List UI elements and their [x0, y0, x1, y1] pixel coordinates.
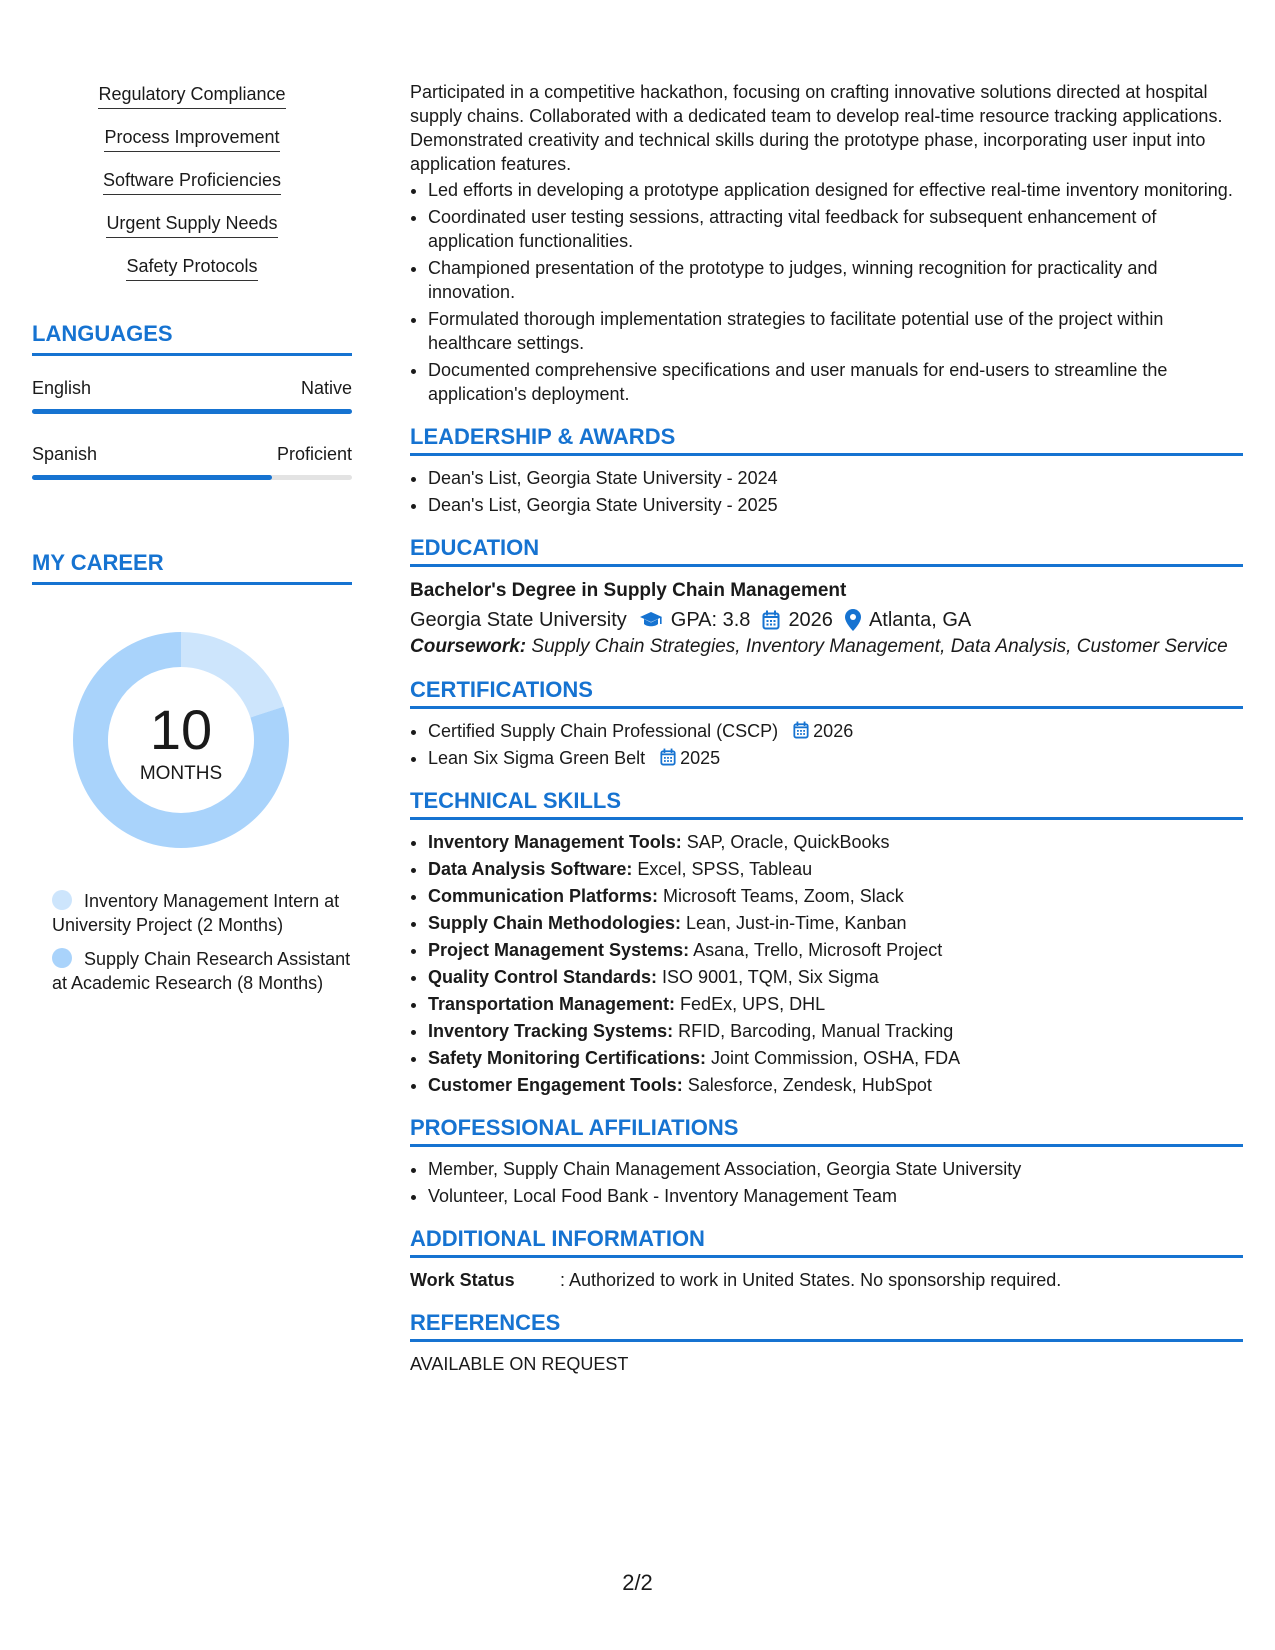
skill-item: Safety Protocols — [32, 256, 352, 281]
technical-skills-list — [410, 830, 1243, 1097]
languages-heading: LANGUAGES — [32, 321, 352, 356]
career-legend-item — [32, 889, 352, 937]
main-content — [410, 80, 1243, 1376]
certifications-heading: CERTIFICATIONS — [410, 677, 1243, 709]
language-item — [32, 378, 352, 414]
list-item: • Member, Supply Chain Management Association, Georgia State University — [428, 1157, 1243, 1181]
project-bullets — [410, 178, 1243, 406]
leadership-list — [410, 466, 1243, 517]
location-pin-icon — [845, 609, 861, 631]
legend-dot — [52, 890, 72, 910]
education-school: Georgia State University — [410, 609, 627, 631]
education-heading: EDUCATION — [410, 535, 1243, 567]
career-donut-chart — [66, 625, 296, 855]
list-item: • Coordinated user testing sessions, attracting vital feedback for subsequent enhancement of application functionalities. — [428, 205, 1243, 253]
list-item: • Volunteer, Local Food Bank - Inventory Management Team — [428, 1184, 1243, 1208]
list-item: • Dean's List, Georgia State University - 2024 — [428, 466, 1243, 490]
work-status-label: Work Status — [410, 1270, 515, 1290]
leadership-heading: LEADERSHIP & AWARDS — [410, 424, 1243, 456]
list-item: • Customer Engagement Tools: Salesforce, Zendesk, HubSpot — [428, 1073, 1243, 1097]
work-status-value: : Authorized to work in United States. No sponsorship required. — [560, 1270, 1062, 1290]
calendar-icon — [762, 610, 780, 630]
education-meta — [410, 605, 1243, 635]
skill-item: Urgent Supply Needs — [32, 213, 352, 238]
career-total-unit: MONTHS — [139, 763, 223, 784]
list-item: • Quality Control Standards: ISO 9001, TQM, Six Sigma — [428, 965, 1243, 989]
education-degree: Bachelor's Degree in Supply Chain Management — [410, 580, 847, 601]
language-bar — [32, 409, 352, 414]
list-item: • Dean's List, Georgia State University - 2025 — [428, 493, 1243, 517]
language-item — [32, 444, 352, 480]
list-item: • Transportation Management: FedEx, UPS, DHL — [428, 992, 1243, 1016]
list-item: • Lean Six Sigma Green Belt 2025 — [428, 746, 1243, 770]
language-bar-fill — [32, 409, 352, 414]
language-bar — [32, 475, 352, 480]
career-legend-label: Inventory Management Intern at University Project (2 Months) — [52, 891, 340, 935]
list-item: • Led efforts in developing a prototype application designed for effective real-time inventory monitoring. — [428, 178, 1243, 202]
education-gpa: GPA: 3.8 — [670, 609, 751, 631]
skills-list — [32, 84, 352, 281]
project-summary: Participated in a competitive hackathon, focusing on crafting innovative solutions directed at hospital supply chains. Collaborated with a dedicated team to develop real-time resource tracking applications. Demonstrated creativity and technical skills during the prototype phase, incorporating user input into application features. — [410, 82, 1223, 174]
language-name: Spanish — [32, 444, 98, 464]
list-item: • Documented comprehensive specifications and user manuals for end-users to streamline the application's deployment. — [428, 358, 1243, 406]
list-item: • Supply Chain Methodologies: Lean, Just-in-Time, Kanban — [428, 911, 1243, 935]
list-item: • Certified Supply Chain Professional (CSCP) 2026 — [428, 719, 1243, 743]
education-year: 2026 — [788, 609, 833, 631]
list-item: • Communication Platforms: Microsoft Teams, Zoom, Slack — [428, 884, 1243, 908]
education-coursework: Coursework: Supply Chain Strategies, Inventory Management, Data Analysis, Customer Service — [410, 636, 1228, 657]
list-item: • Data Analysis Software: Excel, SPSS, Tableau — [428, 857, 1243, 881]
skill-item: Regulatory Compliance — [32, 84, 352, 109]
graduation-cap-icon — [639, 611, 663, 629]
skill-item: Software Proficiencies — [32, 170, 352, 195]
career-legend-item — [32, 947, 352, 995]
references-text: AVAILABLE ON REQUEST — [410, 1354, 629, 1374]
education-location: Atlanta, GA — [868, 609, 972, 631]
additional-info-heading: ADDITIONAL INFORMATION — [410, 1226, 1243, 1258]
list-item: • Safety Monitoring Certifications: Joint Commission, OSHA, FDA — [428, 1046, 1243, 1070]
career-heading: MY CAREER — [32, 550, 352, 585]
affiliations-list — [410, 1157, 1243, 1208]
career-legend-label: Supply Chain Research Assistant at Academic Research (8 Months) — [52, 949, 351, 993]
certifications-list — [410, 719, 1243, 770]
technical-skills-heading: TECHNICAL SKILLS — [410, 788, 1243, 820]
affiliations-heading: PROFESSIONAL AFFILIATIONS — [410, 1115, 1243, 1147]
list-item: • Inventory Management Tools: SAP, Oracle, QuickBooks — [428, 830, 1243, 854]
list-item: • Formulated thorough implementation strategies to facilitate potential use of the project within healthcare settings. — [428, 307, 1243, 355]
career-total-number: 10 — [149, 698, 213, 761]
sidebar — [32, 84, 352, 995]
language-level: Proficient — [276, 444, 352, 464]
skill-item: Process Improvement — [32, 127, 352, 152]
calendar-icon — [793, 721, 809, 739]
list-item: • Project Management Systems: Asana, Trello, Microsoft Project — [428, 938, 1243, 962]
list-item: • Inventory Tracking Systems: RFID, Barcoding, Manual Tracking — [428, 1019, 1243, 1043]
legend-dot — [52, 948, 72, 968]
calendar-icon — [660, 748, 676, 766]
references-heading: REFERENCES — [410, 1310, 1243, 1342]
list-item: • Championed presentation of the prototype to judges, winning recognition for practicality and innovation. — [428, 256, 1243, 304]
work-status-row — [410, 1268, 1243, 1292]
language-bar-fill — [32, 475, 272, 480]
language-name: English — [32, 378, 92, 398]
language-level: Native — [300, 378, 352, 398]
page-number: 2/2 — [622, 1570, 653, 1595]
